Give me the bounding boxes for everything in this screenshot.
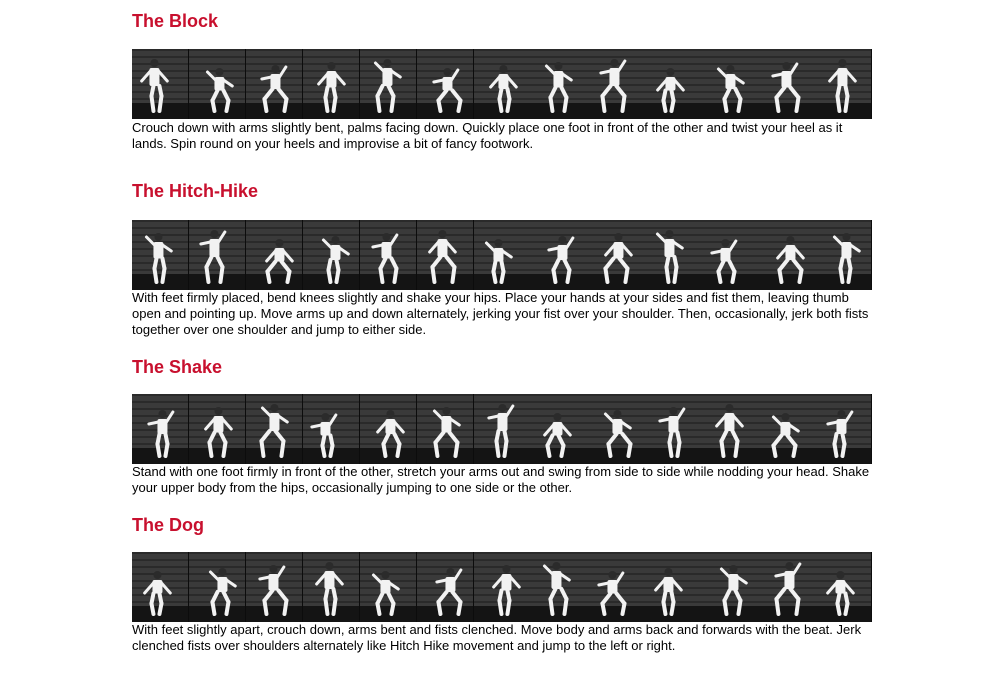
dance-photo-frame: [644, 394, 701, 464]
dance-photo-frame: [758, 394, 815, 464]
dance-photo-frame: [132, 552, 189, 622]
dancer-figure: [530, 394, 587, 464]
dance-photo-frame: [189, 552, 246, 622]
dancer-figure: [360, 394, 417, 464]
dancer-figure: [701, 49, 758, 119]
dancer-figure: [474, 49, 531, 119]
dance-photo-strip: [132, 220, 872, 290]
dance-photo-frame: [132, 220, 189, 290]
section-the-block: [132, 10, 872, 151]
dancer-figure: [587, 49, 644, 119]
dance-photo-frame: [417, 552, 474, 622]
dancer-figure: [189, 394, 246, 464]
dance-photo-frame: [417, 49, 474, 119]
dance-photo-frame: [701, 394, 758, 464]
dancer-figure: [132, 552, 189, 622]
dancer-figure: [530, 220, 587, 290]
dancer-figure: [303, 552, 360, 622]
dance-photo-frame: [189, 49, 246, 119]
dance-photo-frame: [303, 220, 360, 290]
dance-photo-frame: [303, 394, 360, 464]
dancer-figure: [758, 220, 815, 290]
dance-photo-frame: [530, 49, 587, 119]
dancer-figure: [587, 394, 644, 464]
dancer-figure: [132, 220, 189, 290]
dance-photo-frame: [303, 552, 360, 622]
dancer-figure: [189, 49, 246, 119]
dancer-figure: [644, 49, 701, 119]
dancer-figure: [303, 49, 360, 119]
dance-photo-frame: [530, 220, 587, 290]
dance-photo-frame: [815, 394, 872, 464]
dancer-figure: [303, 394, 360, 464]
dance-photo-frame: [189, 394, 246, 464]
dancer-figure: [644, 552, 701, 622]
section-the-shake: [132, 356, 872, 495]
dancer-figure: [246, 552, 303, 622]
dance-photo-strip: [132, 49, 872, 119]
section-description: Stand with one foot firmly in front of the other, stretch your arms out and swing from side to side while nodding your head. Shake your upper body from the hips, occasionally jumping to one side or the other.: [132, 464, 870, 495]
dancer-figure: [587, 552, 644, 622]
dancer-figure: [815, 552, 872, 622]
dancer-figure: [758, 394, 815, 464]
dancer-figure: [701, 394, 758, 464]
dance-photo-strip: [132, 552, 872, 622]
dance-photo-frame: [189, 220, 246, 290]
section-description: With feet slightly apart, crouch down, arms bent and fists clenched. Move body and arms back and forwards with the beat. Jerk clenched fists over shoulders alternately like Hitch Hike movement and jump to the left or right.: [132, 622, 862, 653]
dancer-figure: [474, 220, 531, 290]
dance-photo-frame: [587, 49, 644, 119]
dancer-figure: [530, 49, 587, 119]
dance-photo-frame: [132, 49, 189, 119]
dance-photo-frame: [530, 394, 587, 464]
dancer-figure: [132, 394, 189, 464]
dance-photo-frame: [360, 552, 417, 622]
dance-photo-frame: [701, 220, 758, 290]
dance-photo-frame: [815, 220, 872, 290]
dance-photo-frame: [587, 220, 644, 290]
dancer-figure: [417, 49, 474, 119]
dance-photo-frame: [474, 49, 531, 119]
dance-photo-frame: [701, 552, 758, 622]
dance-photo-frame: [644, 49, 701, 119]
dance-photo-frame: [815, 552, 872, 622]
section-title: The Hitch-Hike: [132, 181, 259, 201]
dancer-figure: [417, 394, 474, 464]
dancer-figure: [417, 220, 474, 290]
section-description: Crouch down with arms slightly bent, palms facing down. Quickly place one foot in front of the other and twist your heel as it lands. Spin round on your heels and improvise a bit of fancy footwork.: [132, 120, 843, 151]
dance-photo-frame: [758, 220, 815, 290]
dancer-figure: [303, 220, 360, 290]
section-description: With feet firmly placed, bend knees slightly and shake your hips. Place your hands at your sides and fist them, leaving thumb open and pointing up. Move arms up and down alternately, jerking your fist over your shoulder. Then, occasionally, jerk both fists together over one shoulder and jump to either side.: [132, 290, 869, 337]
dancer-figure: [360, 220, 417, 290]
section-the-hitch-hike: [132, 180, 872, 337]
dance-photo-frame: [360, 49, 417, 119]
dancer-figure: [360, 49, 417, 119]
dancer-figure: [815, 49, 872, 119]
dance-photo-frame: [246, 49, 303, 119]
dance-photo-frame: [701, 49, 758, 119]
dancer-figure: [474, 552, 531, 622]
dance-photo-frame: [246, 394, 303, 464]
dancer-figure: [189, 552, 246, 622]
dance-photo-frame: [644, 552, 701, 622]
dance-photo-frame: [644, 220, 701, 290]
dance-photo-frame: [587, 394, 644, 464]
dance-photo-frame: [246, 220, 303, 290]
dancer-figure: [815, 220, 872, 290]
dance-photo-frame: [758, 552, 815, 622]
dance-photo-frame: [474, 394, 531, 464]
dance-photo-frame: [360, 394, 417, 464]
dancer-figure: [758, 552, 815, 622]
dance-photo-frame: [417, 220, 474, 290]
dancer-figure: [246, 49, 303, 119]
dance-photo-frame: [815, 49, 872, 119]
dancer-figure: [644, 394, 701, 464]
dancer-figure: [132, 49, 189, 119]
section-title: The Block: [132, 11, 219, 31]
dancer-figure: [701, 220, 758, 290]
dancer-figure: [758, 49, 815, 119]
dance-photo-frame: [417, 394, 474, 464]
dancer-figure: [189, 220, 246, 290]
dancer-figure: [360, 552, 417, 622]
dancer-figure: [417, 552, 474, 622]
dancer-figure: [587, 220, 644, 290]
dance-photo-frame: [360, 220, 417, 290]
dancer-figure: [815, 394, 872, 464]
dancer-figure: [644, 220, 701, 290]
dance-photo-frame: [132, 394, 189, 464]
section-the-dog: [132, 514, 872, 653]
dancer-figure: [246, 220, 303, 290]
dance-photo-frame: [303, 49, 360, 119]
dance-photo-frame: [758, 49, 815, 119]
dance-photo-strip: [132, 394, 872, 464]
section-title: The Shake: [132, 357, 223, 377]
dance-photo-frame: [474, 552, 531, 622]
dance-photo-frame: [474, 220, 531, 290]
dance-photo-frame: [530, 552, 587, 622]
section-title: The Dog: [132, 515, 204, 535]
dancer-figure: [474, 394, 531, 464]
dancer-figure: [701, 552, 758, 622]
dancer-figure: [246, 394, 303, 464]
dancer-figure: [530, 552, 587, 622]
dance-photo-frame: [587, 552, 644, 622]
dance-photo-frame: [246, 552, 303, 622]
